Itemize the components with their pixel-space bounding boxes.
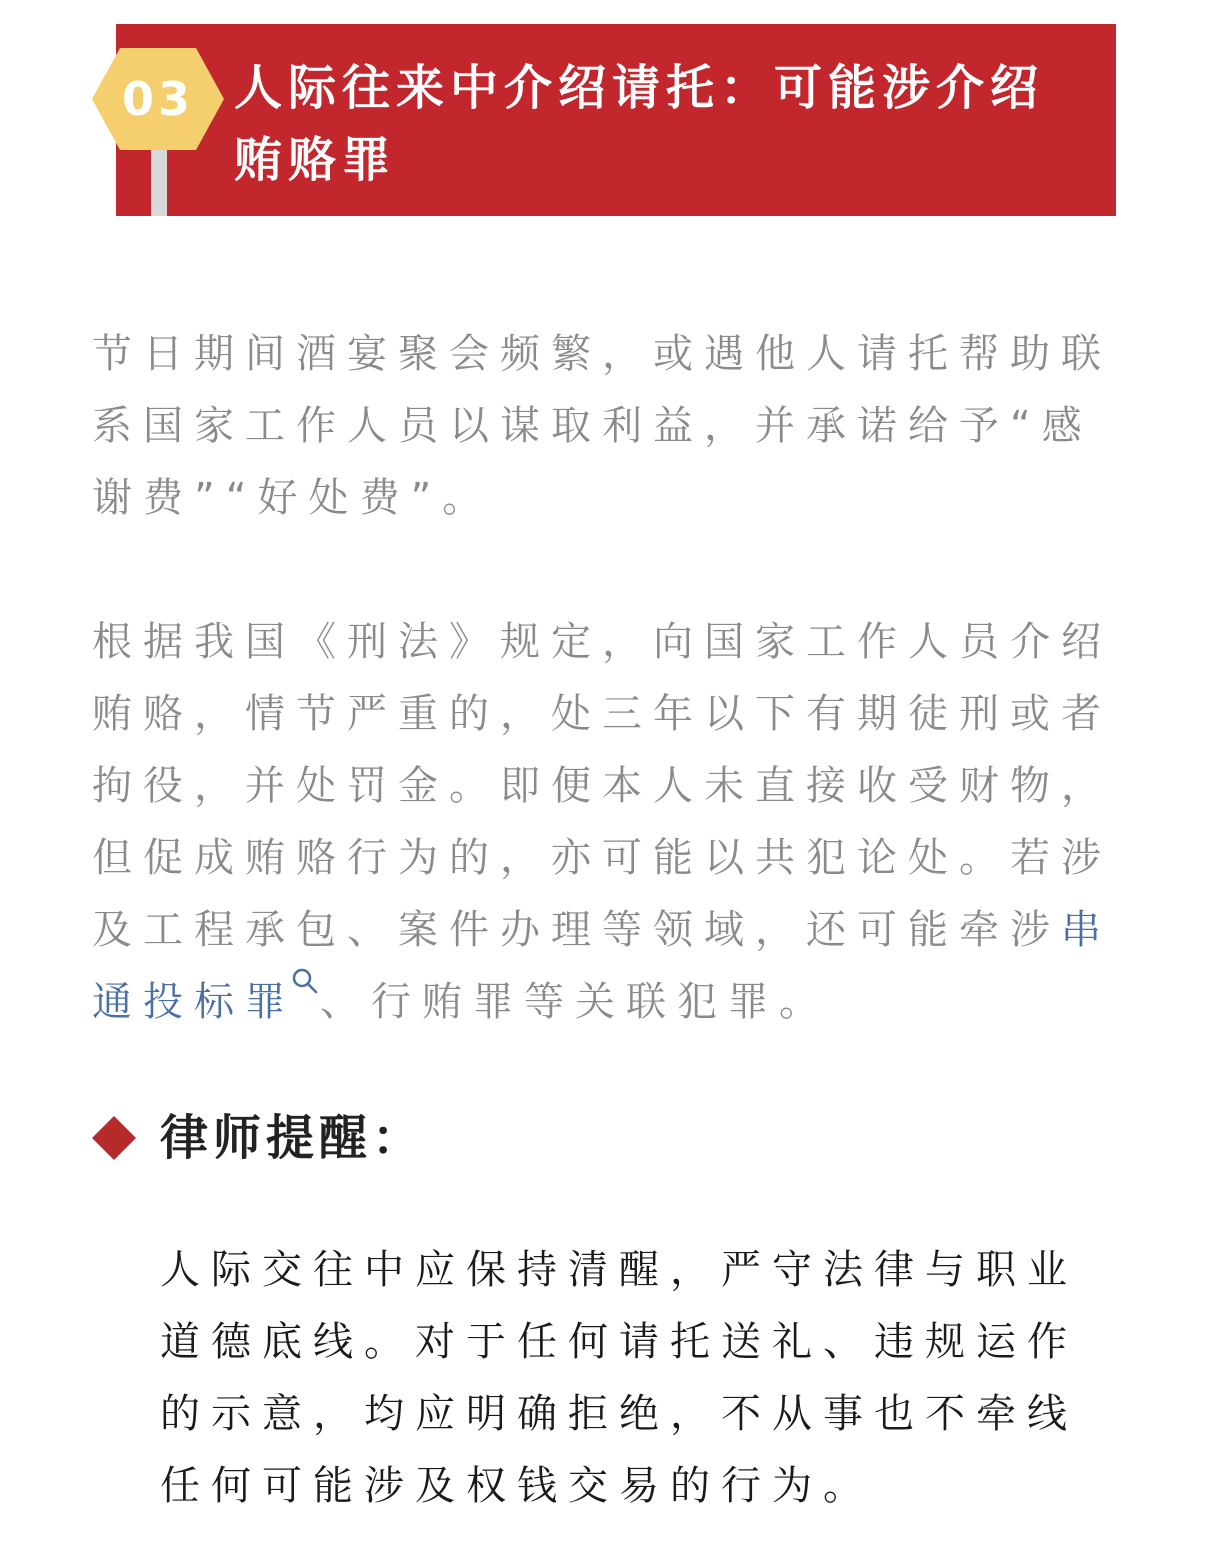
badge-post <box>151 140 167 216</box>
reminder-heading <box>92 1098 692 1178</box>
paragraph-law-text-end: 、行贿罪等关联犯罪。 <box>320 979 830 1025</box>
section-number: 03 <box>121 72 194 126</box>
diamond-bullet-icon <box>92 1116 136 1160</box>
section-number-badge <box>92 48 224 150</box>
paragraph-intro: 节日期间酒宴聚会频繁，或遇他人请托帮助联系国家工作人员以谋取利益，并承诺给予“感谢费”“好处费”。 <box>92 331 1112 521</box>
reminder-title: 律师提醒： <box>160 1110 426 1166</box>
keyword-link[interactable]: 串通投标罪 <box>92 907 1112 1025</box>
search-icon[interactable] <box>290 966 322 998</box>
section-title: 人际往来中介绍请托：可能涉介绍贿赂罪 <box>234 60 1045 188</box>
paragraph-law <box>92 606 1122 1038</box>
reminder-text: 人际交往中应保持清醒，严守法律与职业道德底线。对于任何请托送礼、违规运作的示意，均应明确拒绝，不从事也不牵线任何可能涉及权钱交易的行为。 <box>160 1247 1078 1509</box>
paragraph-law-text: 根据我国《刑法》规定，向国家工作人员介绍贿赂，情节严重的，处三年以下有期徒刑或者拘役，并处罚金。即便本人未直接收受财物，但促成贿赂行为的，亦可能以共犯论处。若涉及工程承包、案件办理等领域，还可能牵涉 <box>92 619 1112 953</box>
